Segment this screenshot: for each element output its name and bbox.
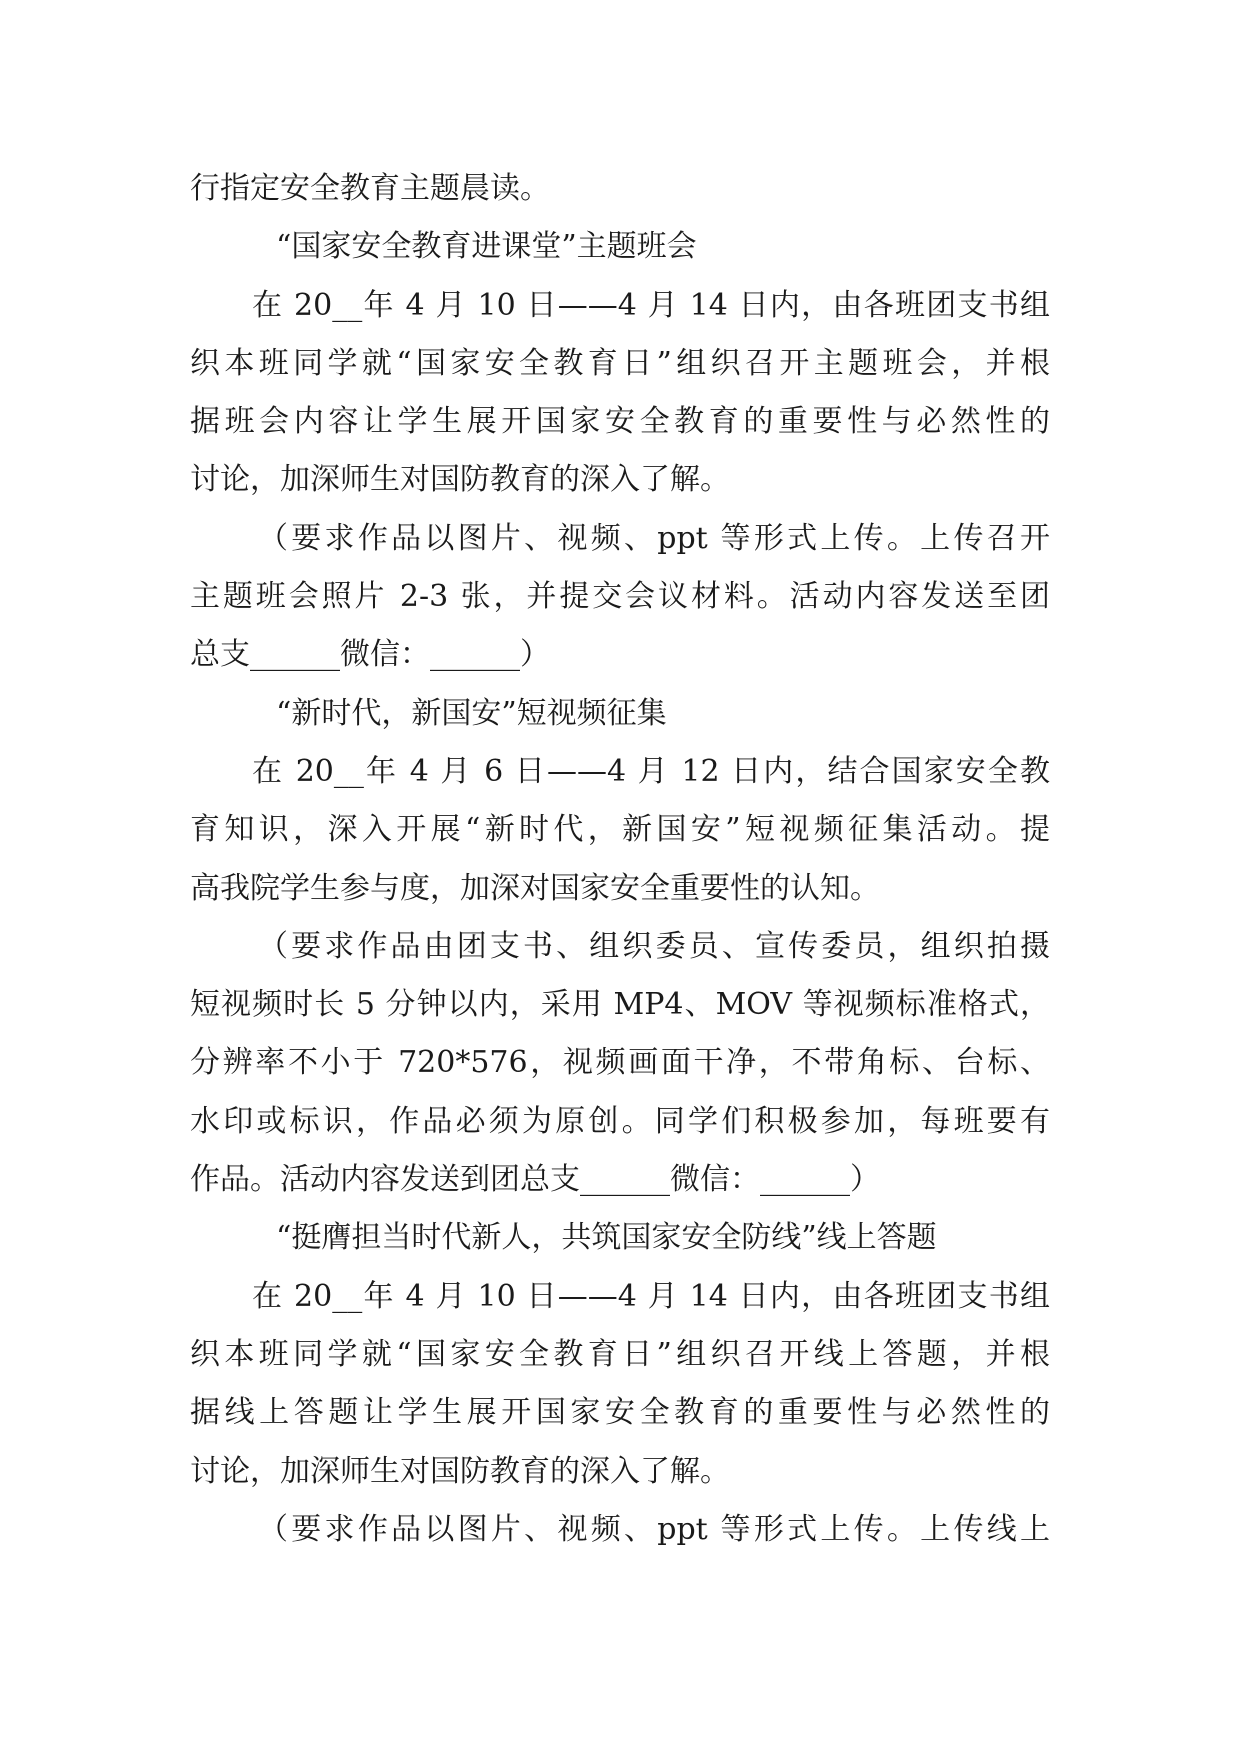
text-line: 在 20__年 4 月 10 日——4 月 14 日内，由各班团支书组 <box>252 287 1050 323</box>
text-line: 作品。活动内容发送到团总支______微信：______） <box>190 1162 880 1198</box>
text-line: 织本班同学就“国家安全教育日”组织召开主题班会，并根 <box>190 345 1050 381</box>
document-body <box>190 160 1050 1559</box>
text-line: （要求作品由团支书、组织委员、宣传委员，组织拍摄 <box>258 928 1050 964</box>
text-line: 行指定安全教育主题晨读。 <box>190 171 550 206</box>
text-line: 水印或标识，作品必须为原创。同学们积极参加，每班要有 <box>190 1103 1050 1139</box>
text-line: 育知识，深入开展“新时代，新国安”短视频征集活动。提 <box>190 812 1050 848</box>
text-line: 据线上答题让学生展开国家安全教育的重要性与必然性的 <box>190 1395 1050 1431</box>
section-heading: “新时代，新国安”短视频征集 <box>276 695 667 731</box>
text-line: 在 20__年 4 月 6 日——4 月 12 日内，结合国家安全教 <box>252 753 1050 789</box>
text-line: （要求作品以图片、视频、ppt 等形式上传。上传线上 <box>258 1511 1050 1547</box>
text-line: 短视频时长 5 分钟以内，采用 MP4、MOV 等视频标准格式， <box>190 987 1050 1023</box>
text-line: 织本班同学就“国家安全教育日”组织召开线上答题，并根 <box>190 1336 1050 1372</box>
text-line: 总支______微信：______） <box>190 637 550 673</box>
text-line: 在 20__年 4 月 10 日——4 月 14 日内，由各班团支书组 <box>252 1278 1050 1314</box>
text-line: （要求作品以图片、视频、ppt 等形式上传。上传召开 <box>258 520 1050 556</box>
section-heading: “挺膺担当时代新人，共筑国家安全防线”线上答题 <box>276 1220 937 1256</box>
text-line: 讨论，加深师生对国防教育的深入了解。 <box>190 1453 730 1489</box>
text-line: 分辨率不小于 720*576，视频画面干净，不带角标、台标、 <box>190 1045 1050 1081</box>
text-line: 讨论，加深师生对国防教育的深入了解。 <box>190 462 730 498</box>
text-line: 高我院学生参与度，加深对国家安全重要性的认知。 <box>190 870 880 906</box>
text-line: 主题班会照片 2-3 张，并提交会议材料。活动内容发送至团 <box>190 579 1050 615</box>
section-heading: “国家安全教育进课堂”主题班会 <box>276 229 697 265</box>
text-line: 据班会内容让学生展开国家安全教育的重要性与必然性的 <box>190 404 1050 440</box>
